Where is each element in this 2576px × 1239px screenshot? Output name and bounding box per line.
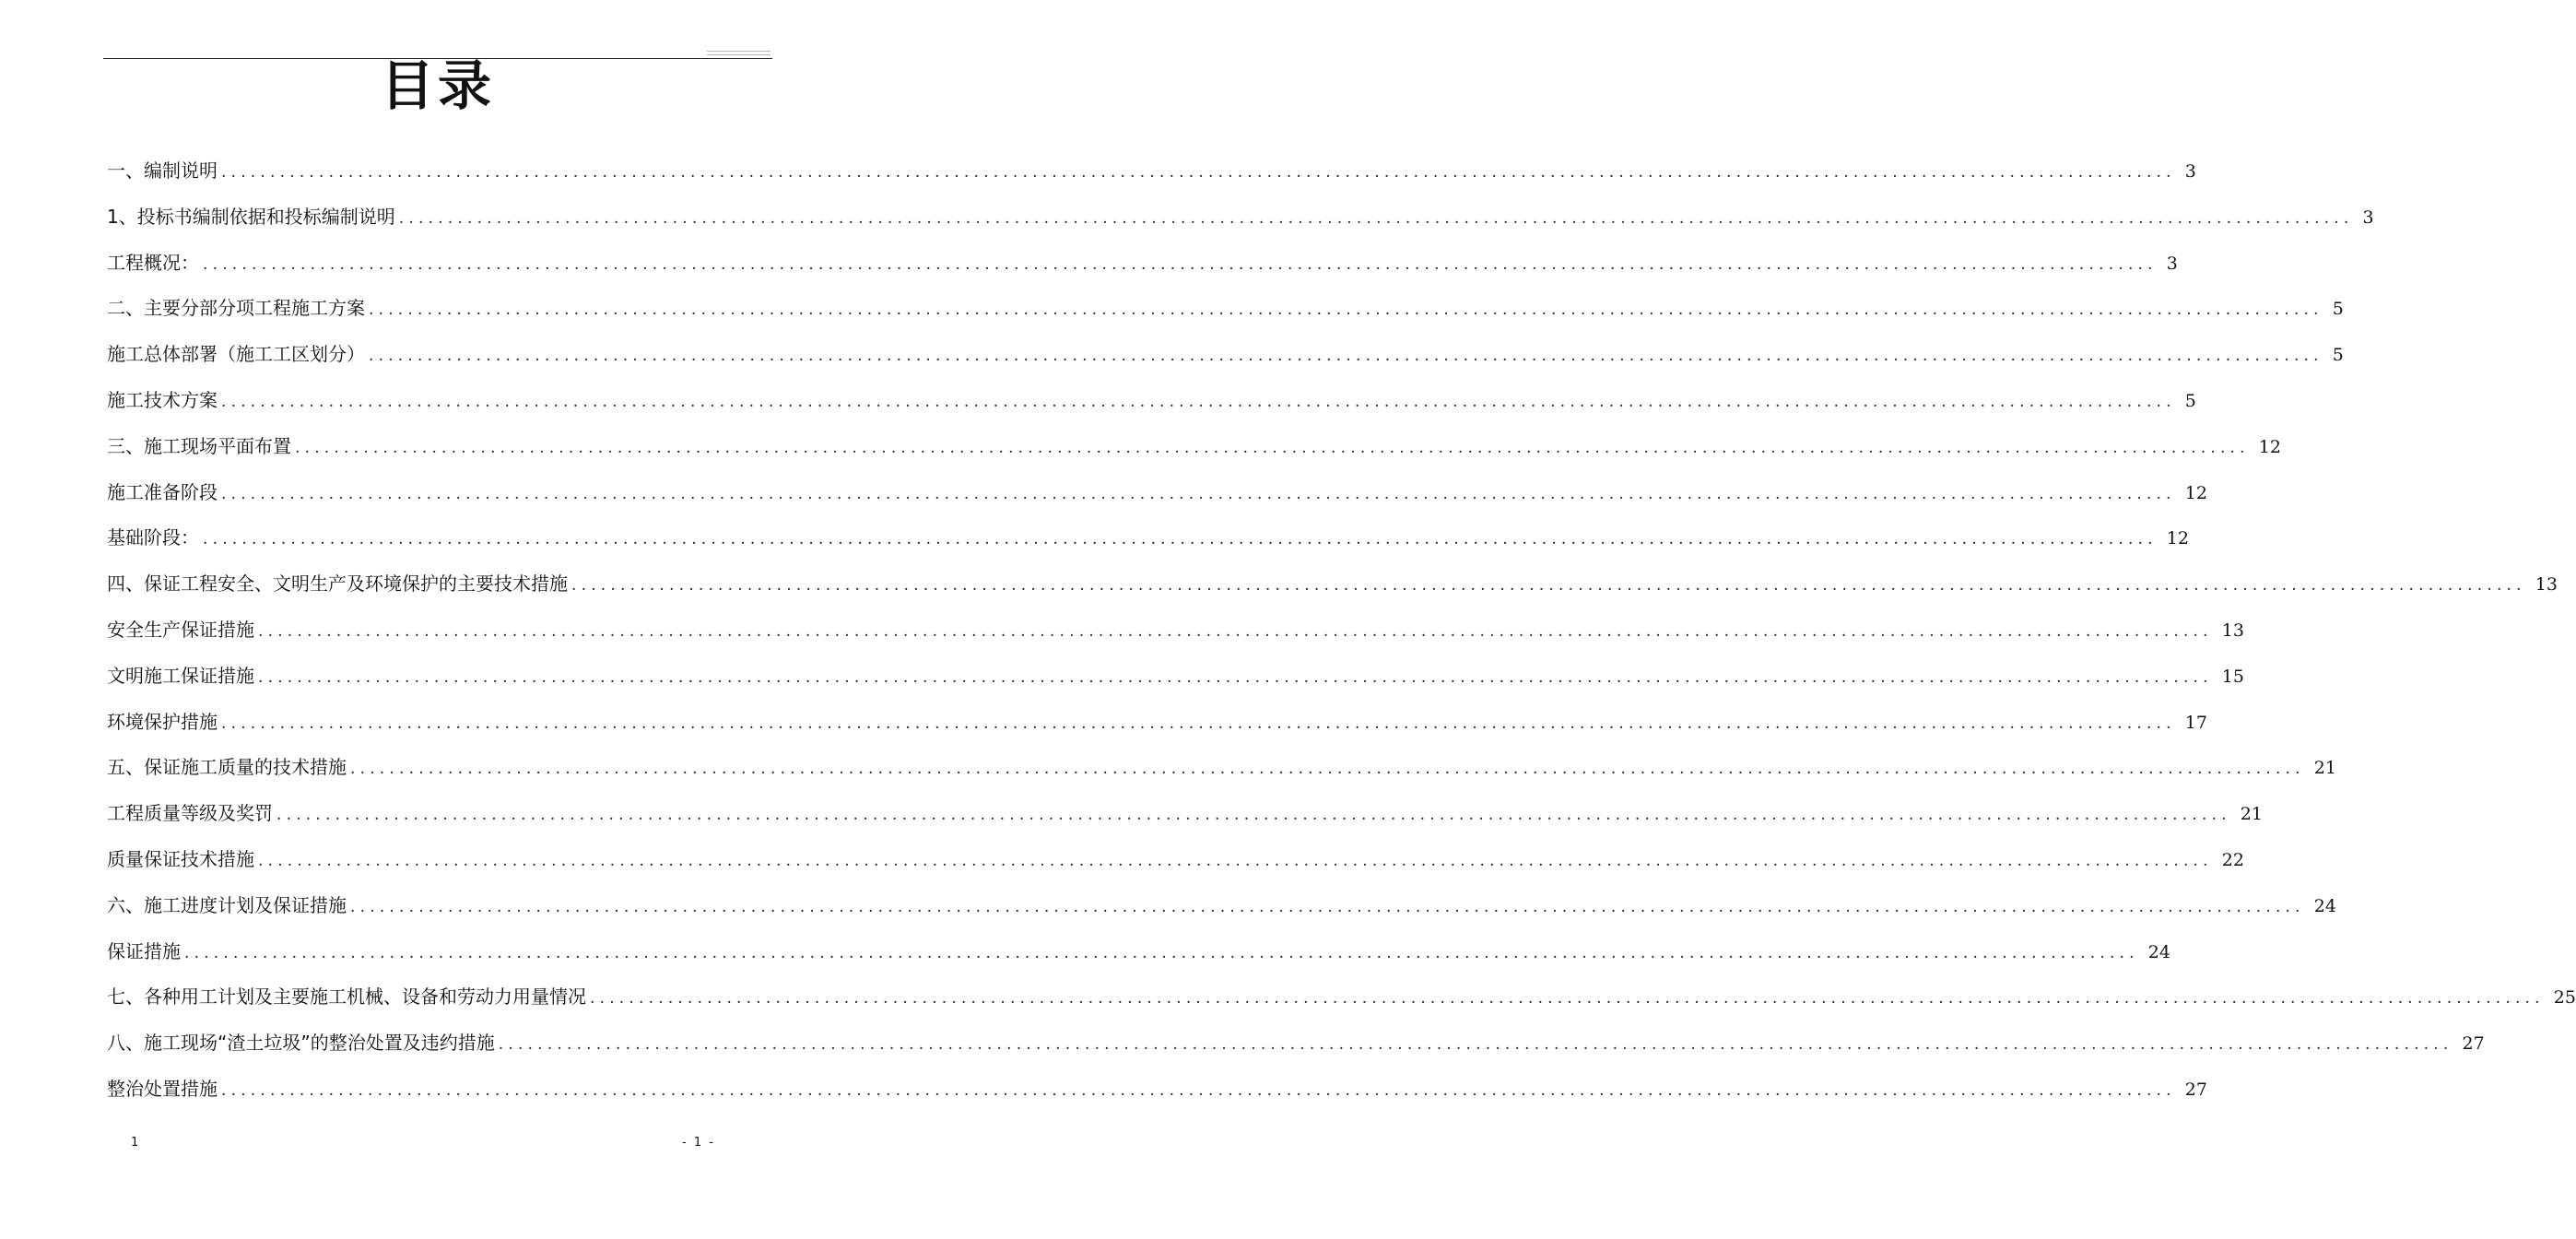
toc-entry-page: 3 xyxy=(2166,253,2178,274)
toc-leader-dots: ........................................................................................................................................................................................................ xyxy=(221,392,2176,411)
footer-left-number: 1 xyxy=(131,1136,139,1150)
toc-leader-dots: ........................................................................................................................................................................................................ xyxy=(221,1080,2176,1100)
toc-entry-page: 13 xyxy=(2535,574,2558,596)
toc-entry-label: 基础阶段： xyxy=(107,526,199,549)
toc-entry[interactable] xyxy=(107,836,2244,882)
toc-entry[interactable] xyxy=(107,699,2207,745)
toc-entry-page: 24 xyxy=(2147,941,2170,962)
toc-leader-dots: ........................................................................................................................................................................................................ xyxy=(498,1035,2453,1055)
toc-entry[interactable] xyxy=(107,653,2244,699)
toc-entry[interactable] xyxy=(107,882,2336,928)
toc-entry[interactable] xyxy=(107,285,2344,331)
toc-entry-page: 5 xyxy=(2184,390,2196,411)
toc-entry-label: 文明施工保证措施 xyxy=(107,664,254,687)
toc-leader-dots: ........................................................................................................................................................................................................ xyxy=(221,163,2176,182)
toc-entry[interactable] xyxy=(107,1066,2207,1112)
toc-entry[interactable] xyxy=(107,148,2196,194)
toc-entry-label: 工程概况： xyxy=(107,251,199,274)
toc-entry-page: 3 xyxy=(2362,206,2374,228)
toc-entry-label: 施工技术方案 xyxy=(107,388,218,411)
toc-entry-label: 质量保证技术措施 xyxy=(107,847,254,870)
toc-entry[interactable] xyxy=(107,1020,2485,1066)
toc-entry-label: 五、保证施工质量的技术措施 xyxy=(107,756,347,779)
footer-page-number: - 1 - xyxy=(682,1136,715,1150)
page-title: 目录 xyxy=(380,54,495,117)
toc-entry-label: 六、施工进度计划及保证措施 xyxy=(107,893,347,916)
toc-entry-page: 22 xyxy=(2221,849,2244,870)
toc-entry-page: 17 xyxy=(2184,712,2207,733)
toc-entry[interactable] xyxy=(107,790,2263,836)
toc-entry[interactable] xyxy=(107,560,2558,607)
toc-entry-label: 整治处置措施 xyxy=(107,1077,218,1100)
toc-leader-dots: ........................................................................................................................................................................................................ xyxy=(350,760,2305,779)
toc-entry[interactable] xyxy=(107,607,2244,653)
toc-entry-label: 1、投标书编制依据和投标编制说明 xyxy=(107,205,395,228)
toc-entry-page: 21 xyxy=(2240,804,2263,825)
table-of-contents xyxy=(107,148,2576,1112)
toc-entry-label: 三、施工现场平面布置 xyxy=(107,434,291,457)
toc-entry-label: 施工总体部署（施工工区划分） xyxy=(107,343,365,366)
toc-leader-dots: ........................................................................................................................................................................................................ xyxy=(398,208,2354,228)
toc-entry[interactable] xyxy=(107,974,2576,1020)
toc-leader-dots: ........................................................................................................................................................................................................ xyxy=(295,438,2250,457)
toc-entry[interactable] xyxy=(107,377,2196,423)
toc-leader-dots: ........................................................................................................................................................................................................ xyxy=(369,347,2323,366)
toc-entry[interactable] xyxy=(107,423,2281,469)
toc-leader-dots: ........................................................................................................................................................................................................ xyxy=(221,484,2176,503)
toc-entry-label: 环境保护措施 xyxy=(107,710,218,733)
toc-entry-page: 5 xyxy=(2332,345,2344,366)
toc-entry-label: 施工准备阶段 xyxy=(107,480,218,503)
toc-leader-dots: ........................................................................................................................................................................................................ xyxy=(203,254,2158,274)
toc-entry-label: 保证措施 xyxy=(107,939,181,962)
toc-entry[interactable] xyxy=(107,194,2374,240)
toc-entry-page: 25 xyxy=(2553,987,2576,1009)
toc-entry-label: 八、施工现场“渣土垃圾”的整治处置及违约措施 xyxy=(107,1032,495,1055)
toc-leader-dots: ........................................................................................................................................................................................................ xyxy=(258,621,2213,641)
toc-entry[interactable] xyxy=(107,928,2170,974)
toc-entry-page: 21 xyxy=(2313,758,2336,779)
toc-entry[interactable] xyxy=(107,744,2336,790)
toc-entry[interactable] xyxy=(107,240,2178,286)
toc-entry[interactable] xyxy=(107,514,2189,560)
toc-entry-page: 15 xyxy=(2221,666,2244,687)
toc-entry-label: 四、保证工程安全、文明生产及环境保护的主要技术措施 xyxy=(107,572,568,596)
toc-leader-dots: ........................................................................................................................................................................................................ xyxy=(571,576,2526,596)
toc-entry-page: 24 xyxy=(2313,895,2336,916)
toc-leader-dots: ........................................................................................................................................................................................................ xyxy=(258,851,2213,870)
toc-leader-dots: ........................................................................................................................................................................................................ xyxy=(221,714,2176,733)
toc-entry-page: 3 xyxy=(2184,161,2196,182)
toc-entry-page: 13 xyxy=(2221,620,2244,641)
toc-leader-dots: ........................................................................................................................................................................................................ xyxy=(203,530,2158,549)
toc-entry-page: 5 xyxy=(2332,299,2344,320)
toc-entry-page: 12 xyxy=(2258,436,2281,457)
toc-leader-dots: ........................................................................................................................................................................................................ xyxy=(369,301,2323,320)
toc-entry-page: 27 xyxy=(2462,1033,2485,1055)
toc-entry-page: 12 xyxy=(2166,528,2189,549)
toc-entry-page: 27 xyxy=(2184,1079,2207,1100)
toc-entry-label: 安全生产保证措施 xyxy=(107,618,254,641)
toc-entry-label: 一、编制说明 xyxy=(107,159,218,182)
toc-entry[interactable] xyxy=(107,331,2344,377)
toc-entry-label: 七、各种用工计划及主要施工机械、设备和劳动力用量情况 xyxy=(107,985,586,1009)
toc-leader-dots: ........................................................................................................................................................................................................ xyxy=(590,989,2545,1009)
toc-entry-label: 二、主要分部分项工程施工方案 xyxy=(107,297,365,320)
header-mark-line xyxy=(707,51,770,52)
toc-entry-page: 12 xyxy=(2184,482,2207,503)
toc-leader-dots: ........................................................................................................................................................................................................ xyxy=(350,897,2305,916)
toc-leader-dots: ........................................................................................................................................................................................................ xyxy=(184,943,2139,962)
toc-leader-dots: ........................................................................................................................................................................................................ xyxy=(276,806,2231,825)
toc-entry[interactable] xyxy=(107,469,2207,515)
toc-leader-dots: ........................................................................................................................................................................................................ xyxy=(258,667,2213,687)
toc-entry-label: 工程质量等级及奖罚 xyxy=(107,802,273,825)
